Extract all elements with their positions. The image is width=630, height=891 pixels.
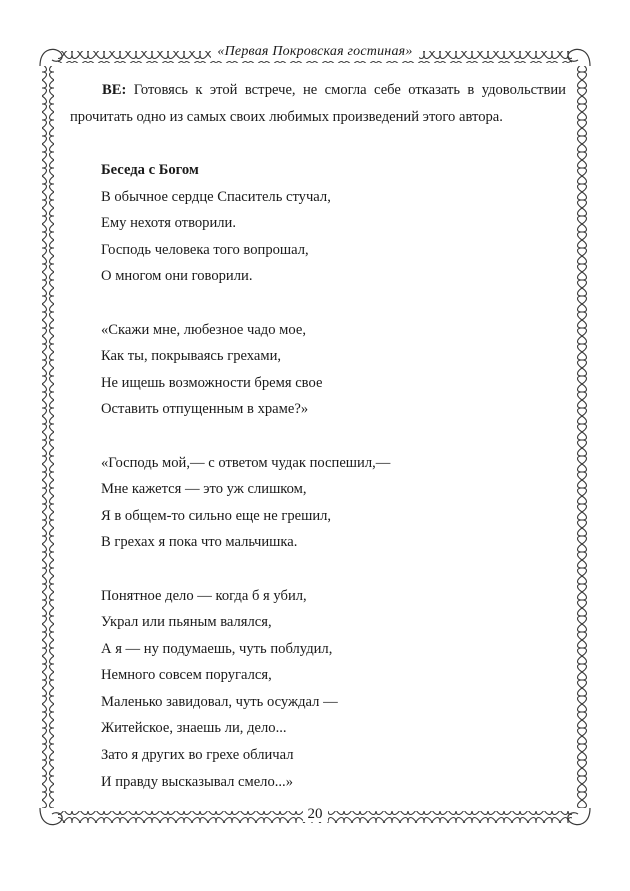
poem-line: Я в общем-то сильно еще не грешил, — [101, 507, 332, 524]
intro-paragraph — [70, 77, 566, 131]
page-number-text: 20 — [303, 806, 328, 822]
poem-line: Немного совсем поругался, — [101, 667, 272, 684]
poem-line: А я — ну подумаешь, чуть поблудил, — [101, 640, 333, 657]
poem-line: Маленько завидовал, чуть осуждал — — [101, 693, 338, 710]
poem-line: Оставить отпущенным в храме?» — [101, 401, 309, 418]
poem-line: Как ты, покрываясь грехами, — [101, 348, 282, 365]
poem-stanza — [101, 184, 541, 290]
poem-line: Житейское, знаешь ли, дело... — [101, 720, 287, 737]
poem-stanza — [101, 317, 541, 423]
poem-stanza — [101, 583, 541, 796]
speaker-label: ВЕ: — [102, 82, 127, 98]
running-header — [0, 44, 630, 60]
poem-title: Беседа с Богом — [101, 162, 199, 178]
poem-stanza — [101, 450, 541, 556]
running-title: «Первая Покровская гостиная» — [211, 44, 418, 59]
poem-line: «Скажи мне, любезное чадо мое, — [101, 321, 307, 338]
poem-line: Украл или пьяным валялся, — [101, 614, 272, 631]
poem-line: Не ищешь возможности бремя свое — [101, 374, 323, 391]
poem-line: Зато я других во грехе обличал — [101, 747, 294, 764]
poem-line: Понятное дело — когда б я убил, — [101, 587, 307, 604]
poem-line: О многом они говорили. — [101, 268, 253, 285]
poem — [101, 157, 541, 795]
poem-line: В обычное сердце Спаситель стучал, — [101, 188, 331, 205]
poem-line: И правду высказывал смело...» — [101, 773, 294, 790]
intro-text: Готовясь к этой встрече, не смогла себе отказать в удовольствии прочитать одно из самых своих любимых произведений этого автора. — [70, 82, 566, 125]
poem-line: «Господь мой,— с ответом чудак поспешил,— — [101, 454, 391, 471]
page-number — [0, 806, 630, 823]
poem-line: Господь человека того вопрошал, — [101, 241, 309, 258]
poem-line: Мне кажется — это уж слишком, — [101, 481, 307, 498]
poem-line: Ему нехотя отворили. — [101, 215, 236, 232]
poem-line: В грехах я пока что мальчишка. — [101, 534, 298, 551]
